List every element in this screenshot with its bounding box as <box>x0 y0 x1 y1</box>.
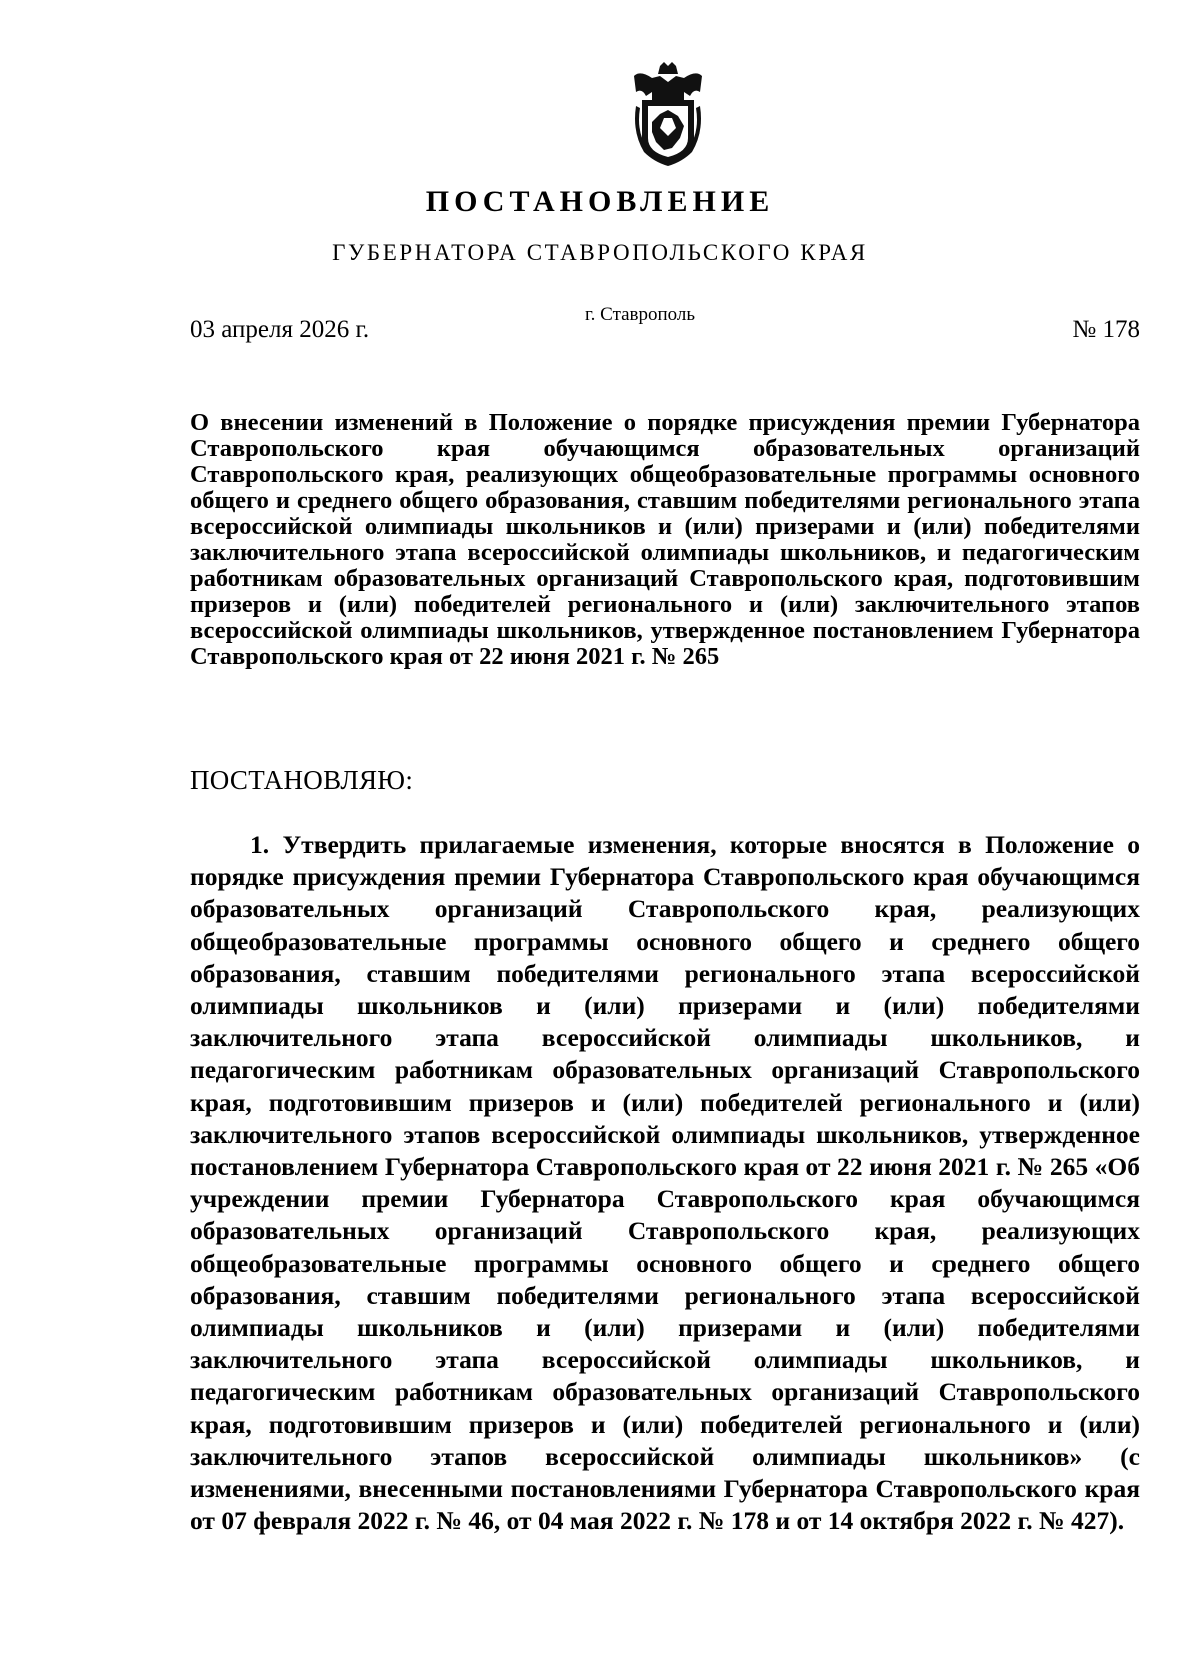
issuer-subtitle: ГУБЕРНАТОРА СТАВРОПОЛЬСКОГО КРАЯ <box>332 240 868 265</box>
document-date: 03 апреля 2026 г. <box>190 316 370 343</box>
city-label: г. Ставрополь <box>585 304 696 325</box>
document-heading: О внесении изменений в Положение о порядке присуждения премии Губернатора Ставропольского края обучающимся образовательных организаций Ставропольского края, реализующих общеобразовательные программы основного общего и среднего общего образования, ставшим победителями регионального этапа всероссийской олимпиады школьников и (или) призерами и (или) победителями заключительного этапа всероссийской олимпиады школьников, и педагогическим работникам образовательных организаций Ставропольского края, подготовившим призеров и (или) победителей регионального и (или) заключительного этапов всероссийской олимпиады школьников, утвержденное постановлением Губернатора Ставропольского края от 22 июня 2021 г. № 265 <box>190 409 1140 670</box>
document-number: № 178 <box>1072 316 1140 343</box>
coat-of-arms-icon <box>630 62 706 166</box>
decree-word: ПОСТАНОВЛЯЮ: <box>190 765 414 795</box>
document-title: ПОСТАНОВЛЕНИЕ <box>425 185 775 218</box>
paragraph-1: 1. Утвердить прилагаемые изменения, которые вносятся в Положение о порядке присуждения премии Губернатора Ставропольского края обучающимся образовательных организаций Ставропольского края, реализующих общеобразовательные программы основного общего и среднего общего образования, ставшим победителями регионального этапа всероссийской олимпиады школьников и (или) призерами и (или) победителями заключительного этапа всероссийской олимпиады школьников, и педагогическим работникам образовательных организаций Ставропольского края, подготовившим призеров и (или) победителей регионального и (или) заключительного этапов всероссийской олимпиады школьников, утвержденное постановлением Губернатора Ставропольского края от 22 июня 2021 г. № 265 «Об учреждении премии Губернатора Ставропольского края обучающимся образовательных организаций Ставропольского края, реализующих общеобразовательные программы основного общего и среднего общего образования, ставшим победителями регионального этапа всероссийской олимпиады школьников и (или) призерами и (или) победителями заключительного этапа всероссийской олимпиады школьников, и педагогическим работникам образовательных организаций Ставропольского края, подготовившим призеров и (или) победителей регионального и (или) заключительного этапов всероссийской олимпиады школьников» (с изменениями, внесенными постановлениями Губернатора Ставропольского края от 07 февраля 2022 г. № 46, от 04 мая 2022 г. № 178 и от 14 октября 2022 г. № 427). <box>190 830 1140 1536</box>
